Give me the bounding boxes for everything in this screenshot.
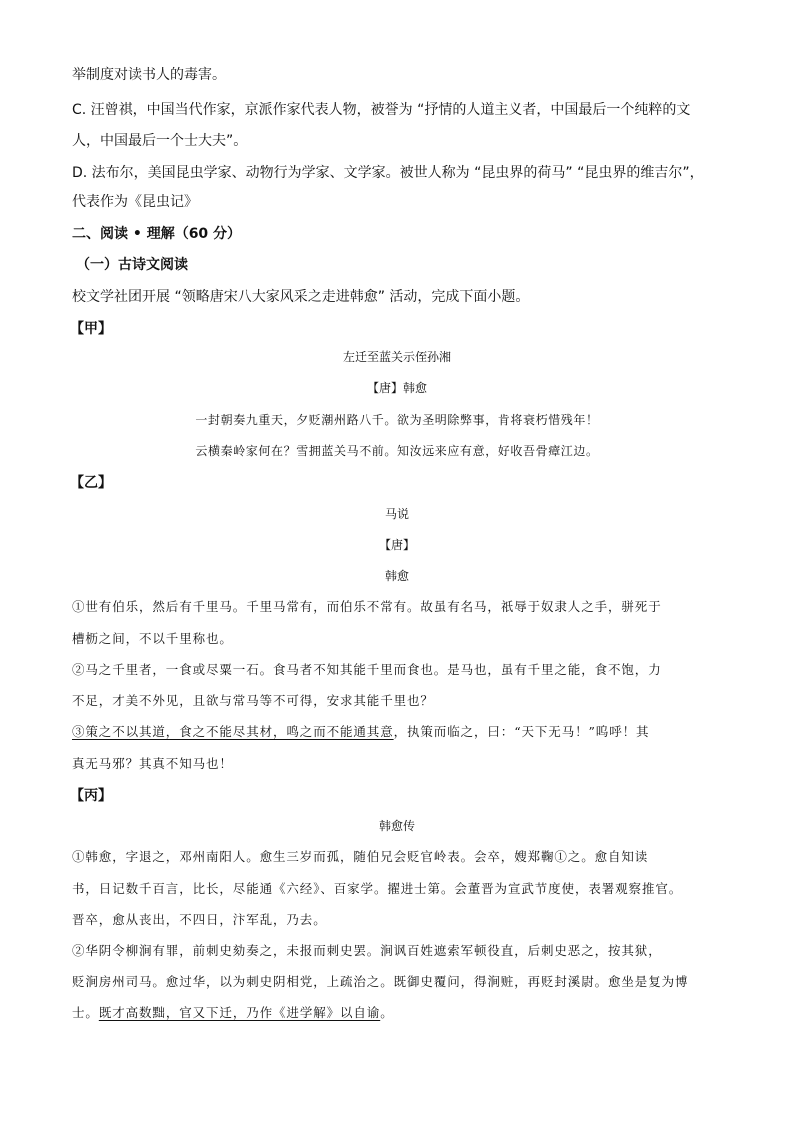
biography-para-2-line-2: 贬涧房州司马。愈过华，以为刺史阴相党，上疏治之。既御史覆问，得涧赃，再贬封溪尉。愈坐是复为博 [72,974,689,989]
biography-para-1-line-2: 书，日记数千百言，比长，尽能通《六经》、百家学。擢进士第。会董晋为宣武节度使，表署观察推官。 [72,881,683,896]
biography-para-2-line-3 [72,1005,722,1021]
ma-shuo-para-1-line-1: ①世有伯乐，然后有千里马。千里马常有，而伯乐不常有。故虽有名马，祇辱于奴隶人之手，骈死于 [72,599,662,614]
para-2-lead: 士。 [72,1005,99,1020]
biography-title: 韩愈传 [378,819,415,833]
essay-title-ma-shuo: 马说 [384,507,409,521]
para-2-end: 。 [380,1005,394,1020]
option-c-line-2: 人，中国最后一个士大夫”。 [72,133,248,149]
ma-shuo-para-3-line-2: 真无马邪？其真不知马也！ [72,756,233,771]
underlined-sentence: ③策之不以其道，食之不能尽其材，鸣之而不能通其意 [72,724,394,739]
option-c-line-1: C. 汪曾祺，中国当代作家，京派作家代表人物，被誉为 “抒情的人道主义者，中国最后一个纯粹的文 [72,102,691,118]
ma-shuo-para-2-line-2: 不足，才美不外见，且欲与常马等不可得，安求其能千里也？ [72,693,434,708]
poem-title: 左迁至蓝关示侄孙湘 [342,350,451,364]
intro-line-1: 举制度对读书人的毒害。 [72,67,226,83]
poem-author: 【唐】韩愈 [366,381,427,395]
para-3-continuation: ，执策而临之，曰：“天下无马！”呜呼！其 [393,724,650,739]
passage-tag-bing: 【丙】 [70,788,112,804]
option-d-line-1: D. 法布尔，美国昆虫学家、动物行为学家、文学家。被世人称为 “昆虫界的荷马” “昆虫界的维吉尔”， [72,165,704,181]
activity-instruction: 校文学社团开展 “领略唐宋八大家风采之走进韩愈” 活动，完成下面小题。 [72,289,530,305]
passage-tag-jia: 【甲】 [70,321,112,337]
option-d-line-2: 代表作为《昆虫记》 [72,194,198,210]
subsection-heading: （一）古诗文阅读 [76,257,188,273]
biography-para-2-line-1: ②华阴令柳涧有罪，前刺史劾奏之，未报而刺史罢。涧讽百姓遮索军顿役直，后刺史恶之，按其狱， [72,943,662,958]
ma-shuo-para-2-line-1: ②马之千里者，一食或尽粟一石。食马者不知其能千里而食也。是马也，虽有千里之能，食不饱，力 [72,662,662,677]
poem-line-2: 云横秦岭家何在？雪拥蓝关马不前。知汝远来应有意，好收吾骨瘴江边。 [195,444,599,458]
biography-para-1-line-3: 晋卒，愈从丧出，不四日，汴军乱，乃去。 [72,912,327,927]
section-heading: 二、阅读 • 理解（60 分） [72,226,242,242]
underlined-sentence-2: 既才高数黜，官又下迁，乃作《进学解》以自谕 [98,1005,381,1020]
ma-shuo-para-1-line-2: 槽枥之间，不以千里称也。 [72,631,233,646]
biography-para-1-line-1: ①韩愈，字退之，邓州南阳人。愈生三岁而孤，随伯兄会贬官岭表。会卒，嫂郑鞠①之。愈自知读 [72,849,649,864]
essay-dynasty: 【唐】 [378,538,415,552]
ma-shuo-para-3-line-1 [72,724,722,740]
passage-tag-yi: 【乙】 [70,475,112,491]
poem-line-1: 一封朝奏九重天，夕贬潮州路八千。欲为圣明除弊事，肯将衰朽惜残年！ [195,413,599,427]
essay-author: 韩愈 [384,569,409,583]
